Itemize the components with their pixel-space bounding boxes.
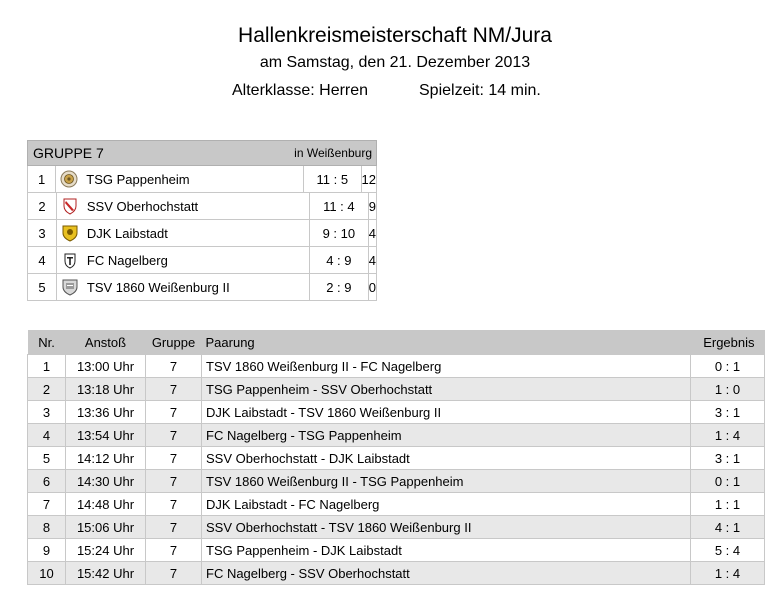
standings-points: 4 (368, 252, 376, 268)
match-row (28, 470, 765, 493)
group-header (27, 140, 377, 166)
match-nr: 4 (28, 424, 66, 447)
standings-team (57, 274, 310, 300)
ssv-oberhochstatt-crest-icon (61, 197, 79, 215)
standings-team (57, 247, 310, 273)
standings-goals: 2 : 9 (310, 274, 369, 300)
match-pairing: TSG Pappenheim - DJK Laibstadt (202, 539, 691, 562)
match-result: 1 : 4 (691, 562, 765, 585)
date-subtitle: am Samstag, den 21. Dezember 2013 (259, 54, 531, 71)
match-kickoff: 13:54 Uhr (66, 424, 146, 447)
match-kickoff: 15:24 Uhr (66, 539, 146, 562)
match-row (28, 539, 765, 562)
match-result: 3 : 1 (691, 447, 765, 470)
match-group: 7 (146, 470, 202, 493)
standings-row (27, 166, 377, 193)
col-kickoff: Anstoß (66, 330, 146, 355)
standings-row (27, 193, 377, 220)
match-result: 1 : 1 (691, 493, 765, 516)
match-group: 7 (146, 493, 202, 516)
match-group: 7 (146, 424, 202, 447)
match-group: 7 (146, 516, 202, 539)
match-pairing: TSV 1860 Weißenburg II - FC Nagelberg (202, 355, 691, 378)
page-title: Hallenkreismeisterschaft NM/Jura (238, 24, 552, 47)
djk-laibstadt-crest-icon (61, 224, 79, 242)
standings-points: 12 (361, 171, 376, 187)
match-pairing: TSG Pappenheim - SSV Oberhochstatt (202, 378, 691, 401)
match-kickoff: 13:00 Uhr (66, 355, 146, 378)
match-row (28, 516, 765, 539)
match-nr: 7 (28, 493, 66, 516)
match-kickoff: 13:36 Uhr (66, 401, 146, 424)
group-location: in Weißenburg (294, 146, 372, 160)
tsv-weissenburg-crest-icon (61, 278, 79, 296)
match-kickoff: 13:18 Uhr (66, 378, 146, 401)
match-row (28, 355, 765, 378)
col-group: Gruppe (146, 330, 202, 355)
match-row (28, 493, 765, 516)
play-time-label: Spielzeit: 14 min. (419, 82, 541, 99)
match-kickoff: 14:12 Uhr (66, 447, 146, 470)
standings-team-name: FC Nagelberg (86, 252, 168, 268)
standings-team (57, 220, 310, 246)
match-group: 7 (146, 355, 202, 378)
fc-nagelberg-crest-icon (61, 251, 79, 269)
standings-points: 0 (368, 279, 376, 295)
standings-position: 4 (28, 247, 57, 273)
match-pairing: DJK Laibstadt - FC Nagelberg (202, 493, 691, 516)
match-pairing: FC Nagelberg - SSV Oberhochstatt (202, 562, 691, 585)
match-nr: 1 (28, 355, 66, 378)
standings-goals: 4 : 9 (310, 247, 369, 273)
col-nr: Nr. (28, 330, 66, 355)
col-result: Ergebnis (691, 330, 765, 355)
match-group: 7 (146, 562, 202, 585)
standings-team-name: SSV Oberhochstatt (86, 198, 199, 214)
match-nr: 5 (28, 447, 66, 470)
match-kickoff: 15:42 Uhr (66, 562, 146, 585)
standings-position: 5 (28, 274, 57, 300)
match-result: 0 : 1 (691, 470, 765, 493)
standings-row (27, 247, 377, 274)
standings-goals: 11 : 5 (304, 166, 362, 192)
match-nr: 8 (28, 516, 66, 539)
standings-points: 9 (368, 198, 376, 214)
standings-team (57, 193, 310, 219)
standings-position: 1 (28, 166, 56, 192)
match-group: 7 (146, 539, 202, 562)
match-result: 1 : 0 (691, 378, 765, 401)
standings-row (27, 220, 377, 247)
standings-team (56, 166, 304, 192)
tsg-pappenheim-crest-icon (60, 170, 78, 188)
match-result: 4 : 1 (691, 516, 765, 539)
standings-points: 4 (368, 225, 376, 241)
match-group: 7 (146, 447, 202, 470)
standings-team-name: TSG Pappenheim (86, 171, 190, 187)
standings-goals: 11 : 4 (310, 193, 369, 219)
match-pairing: SSV Oberhochstatt - DJK Laibstadt (202, 447, 691, 470)
standings-team-name: TSV 1860 Weißenburg II (86, 279, 230, 295)
standings-team-name: DJK Laibstadt (86, 225, 168, 241)
match-nr: 6 (28, 470, 66, 493)
match-schedule-table (27, 330, 765, 585)
match-result: 1 : 4 (691, 424, 765, 447)
group-standings-table (27, 140, 377, 301)
match-result: 0 : 1 (691, 355, 765, 378)
match-row (28, 401, 765, 424)
match-nr: 9 (28, 539, 66, 562)
match-pairing: FC Nagelberg - TSG Pappenheim (202, 424, 691, 447)
match-group: 7 (146, 378, 202, 401)
match-header-row (28, 330, 765, 355)
match-pairing: DJK Laibstadt - TSV 1860 Weißenburg II (202, 401, 691, 424)
standings-goals: 9 : 10 (310, 220, 369, 246)
group-name: GRUPPE 7 (33, 145, 104, 161)
standings-position: 2 (28, 193, 57, 219)
match-row (28, 378, 765, 401)
match-nr: 3 (28, 401, 66, 424)
match-result: 3 : 1 (691, 401, 765, 424)
match-pairing: TSV 1860 Weißenburg II - TSG Pappenheim (202, 470, 691, 493)
match-kickoff: 15:06 Uhr (66, 516, 146, 539)
match-row (28, 562, 765, 585)
match-nr: 2 (28, 378, 66, 401)
match-kickoff: 14:48 Uhr (66, 493, 146, 516)
col-pairing: Paarung (202, 330, 691, 355)
match-result: 5 : 4 (691, 539, 765, 562)
match-row (28, 447, 765, 470)
standings-row (27, 274, 377, 301)
standings-position: 3 (28, 220, 57, 246)
match-pairing: SSV Oberhochstatt - TSV 1860 Weißenburg II (202, 516, 691, 539)
match-group: 7 (146, 401, 202, 424)
match-nr: 10 (28, 562, 66, 585)
age-class-label: Alterklasse: Herren (232, 82, 369, 99)
match-row (28, 424, 765, 447)
match-kickoff: 14:30 Uhr (66, 470, 146, 493)
